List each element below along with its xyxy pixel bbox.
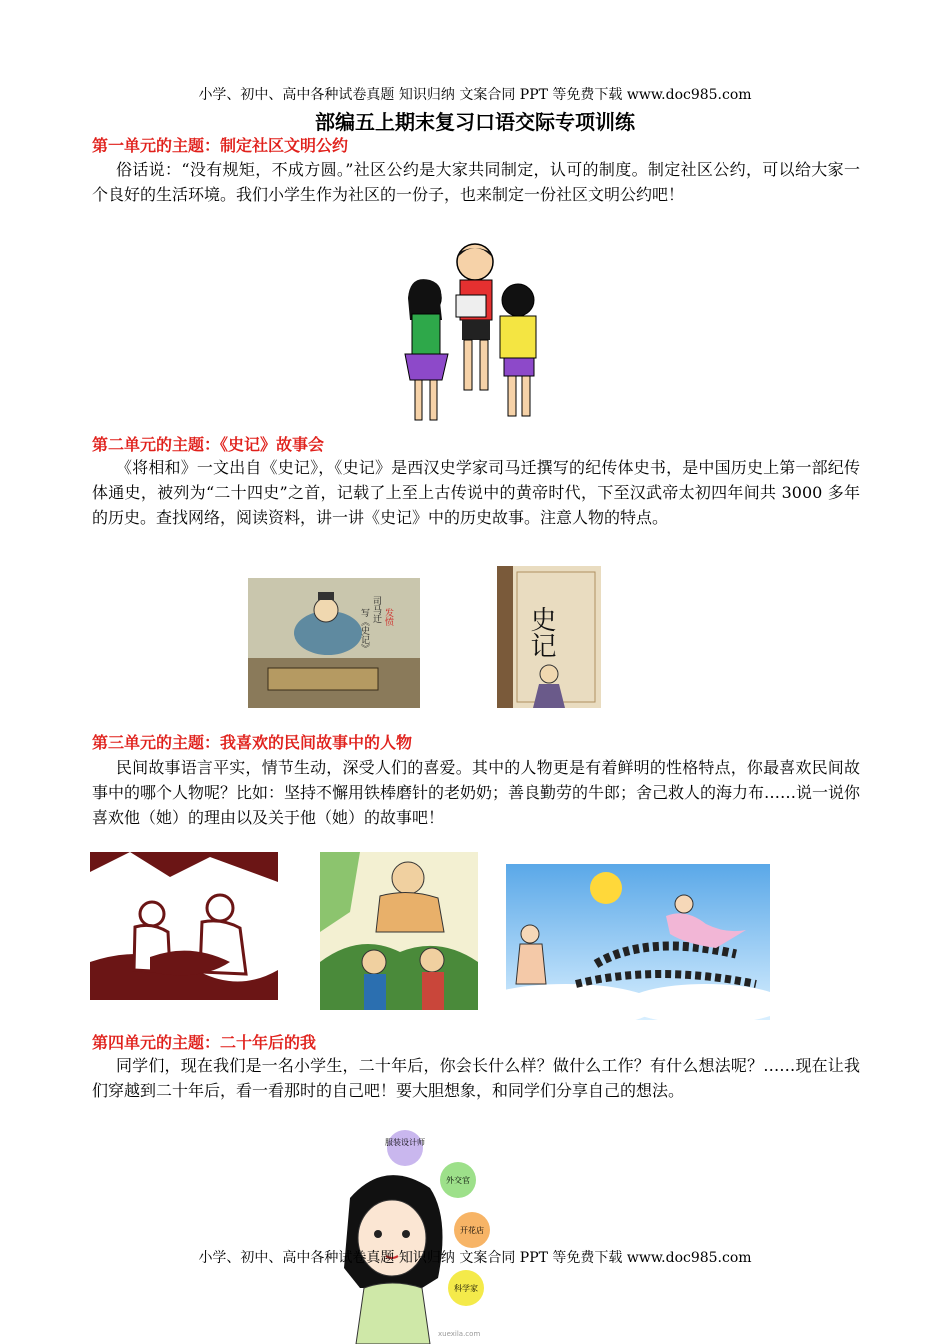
section-3-heading: 第三单元的主题：我喜欢的民间故事中的人物 bbox=[92, 733, 413, 752]
section-2-heading: 第二单元的主题：《史记》故事会 bbox=[92, 435, 325, 454]
shiji-book-cover-image bbox=[497, 566, 601, 708]
cowherd-weaver-image bbox=[506, 864, 770, 1020]
section-3-body: 民间故事语言平实，情节生动，深受人们的喜爱。其中的人物更是有着鲜明的性格特点，你最喜欢民间故事中的哪个人物呢？比如：坚持不懈用铁棒磨针的老奶奶；善良勤劳的牛郎；舍己救人的海力布……说一说你喜欢他（她）的理由以及关于他（她）的故事吧！ bbox=[92, 758, 861, 827]
bubble-2-text: 外交官 bbox=[446, 1176, 470, 1185]
folk-story-color-image bbox=[320, 852, 478, 1010]
painting-text-3: 发愤 bbox=[383, 608, 393, 626]
book-title: 史记 bbox=[526, 606, 556, 658]
sima-qian-writing-image bbox=[248, 578, 420, 708]
page-title: 部编五上期末复习口语交际专项训练 bbox=[315, 110, 635, 134]
section-1-body: 俗话说：“没有规矩，不成方圆。”社区公约是大家共同制定，认可的制度。制定社区公约，可以给大家一个良好的生活环境。我们小学生作为社区的一份子，也来制定一份社区文明公约吧！ bbox=[92, 160, 860, 204]
future-self-image bbox=[330, 1128, 500, 1344]
painting-text-2: 写《史记》 bbox=[359, 608, 369, 653]
section-4-body: 同学们，现在我们是一名小学生，二十年后，你会长什么样？做什么工作？有什么想法呢？……现在让我们穿越到二十年后，看一看那时的自己吧！要大胆想象，和同学们分享自己的想法。 bbox=[92, 1056, 860, 1100]
bubble-3-text: 开花店 bbox=[460, 1226, 484, 1235]
bubble-1-text: 服装设计师 bbox=[385, 1138, 425, 1147]
children-discussing-image bbox=[390, 240, 560, 430]
section-2-body: 《将相和》一文出自《史记》，《史记》是西汉史学家司马迁撰写的纪传体史书，是中国历史上第一部纪传体通史，被列为“二十四史”之首，记载了上至上古传说中的黄帝时代，下至汉武帝太初四年间共 3000 多年的历史。查找网络，阅读资料，讲一讲《史记》中的历史故事。注意人物的特点。 bbox=[92, 458, 860, 527]
watermark-text: xuexila.com bbox=[438, 1330, 481, 1338]
folk-story-ink-image bbox=[90, 852, 278, 1000]
page-header: 小学、初中、高中各种试卷真题 知识归纳 文案合同 PPT 等免费下载 www.doc985.com bbox=[198, 87, 752, 103]
page-footer: 小学、初中、高中各种试卷真题 知识归纳 文案合同 PPT 等免费下载 www.doc985.com bbox=[198, 1250, 752, 1266]
bubble-4-text: 科学家 bbox=[454, 1284, 478, 1293]
painting-text-1: 司马迁 bbox=[371, 596, 381, 623]
section-1-heading: 第一单元的主题：制定社区文明公约 bbox=[92, 136, 349, 155]
section-4-heading: 第四单元的主题：二十年后的我 bbox=[92, 1033, 317, 1052]
